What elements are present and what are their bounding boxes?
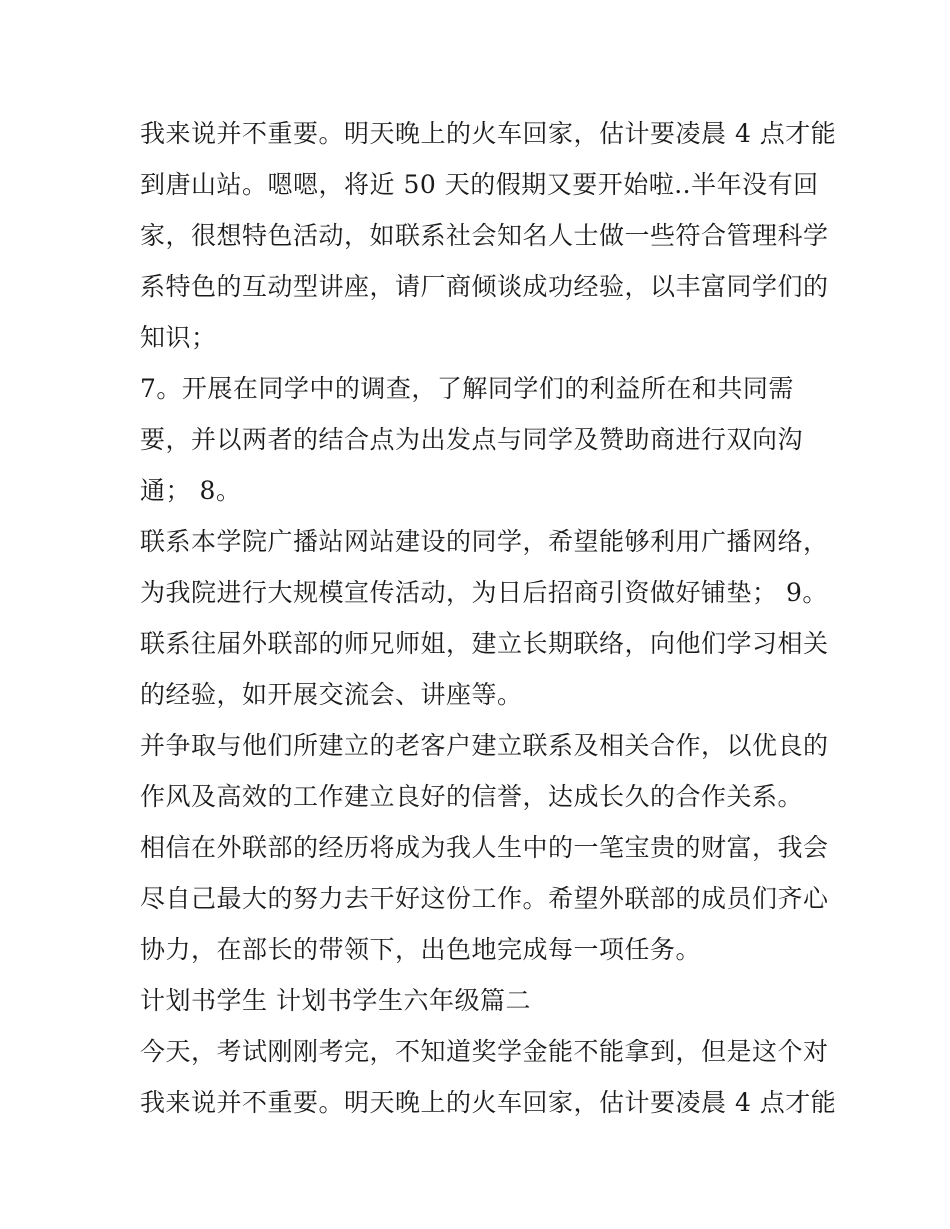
text-line: 相信在外联部的经历将成为我人生中的一笔宝贵的财富，我会 [140,833,829,862]
text-line: 联系往届外联部的师兄师姐，建立长期联络，向他们学习相关 [140,629,829,658]
text-line: 家，很想特色活动，如联系社会知名人士做一些符合管理科学 [140,221,829,250]
text-line: 7。开展在同学中的调查，了解同学们的利益所在和共同需 [140,374,794,403]
text-line: 为我院进行大规模宣传活动，为日后招商引资做好铺垫； 9。 [140,578,828,607]
text-line: 我来说并不重要。明天晚上的火车回家，估计要凌晨 4 点才能 [140,1088,837,1117]
text-line: 作风及高效的工作建立良好的信誉，达成长久的合作关系。 [140,782,804,811]
text-line: 协力，在部长的带领下，出色地完成每一项任务。 [140,935,702,964]
text-line: 通； 8。 [140,476,242,505]
text-line: 到唐山站。嗯嗯，将近 50 天的假期又要开始啦..半年没有回 [140,170,819,199]
text-line: 系特色的互动型讲座，请厂商倾谈成功经验，以丰富同学们的 [140,272,829,301]
text-line: 今天，考试刚刚考完，不知道奖学金能不能拿到，但是这个对 [140,1037,829,1066]
text-line: 并争取与他们所建立的老客户建立联系及相关合作，以优良的 [140,731,829,760]
text-line: 知识； [140,323,217,352]
text-line: 联系本学院广播站网站建设的同学，希望能够利用广播网络， [140,527,829,556]
text-line: 我来说并不重要。明天晚上的火车回家，估计要凌晨 4 点才能 [140,119,837,148]
text-line: 的经验，如开展交流会、讲座等。 [140,680,523,709]
text-line: 要，并以两者的结合点为出发点与同学及赞助商进行双向沟 [140,425,804,454]
body-text [140,108,837,1128]
section-heading: 计划书学生 计划书学生六年级篇二 [140,986,531,1015]
text-line: 尽自己最大的努力去干好这份工作。希望外联部的成员们齐心 [140,884,829,913]
